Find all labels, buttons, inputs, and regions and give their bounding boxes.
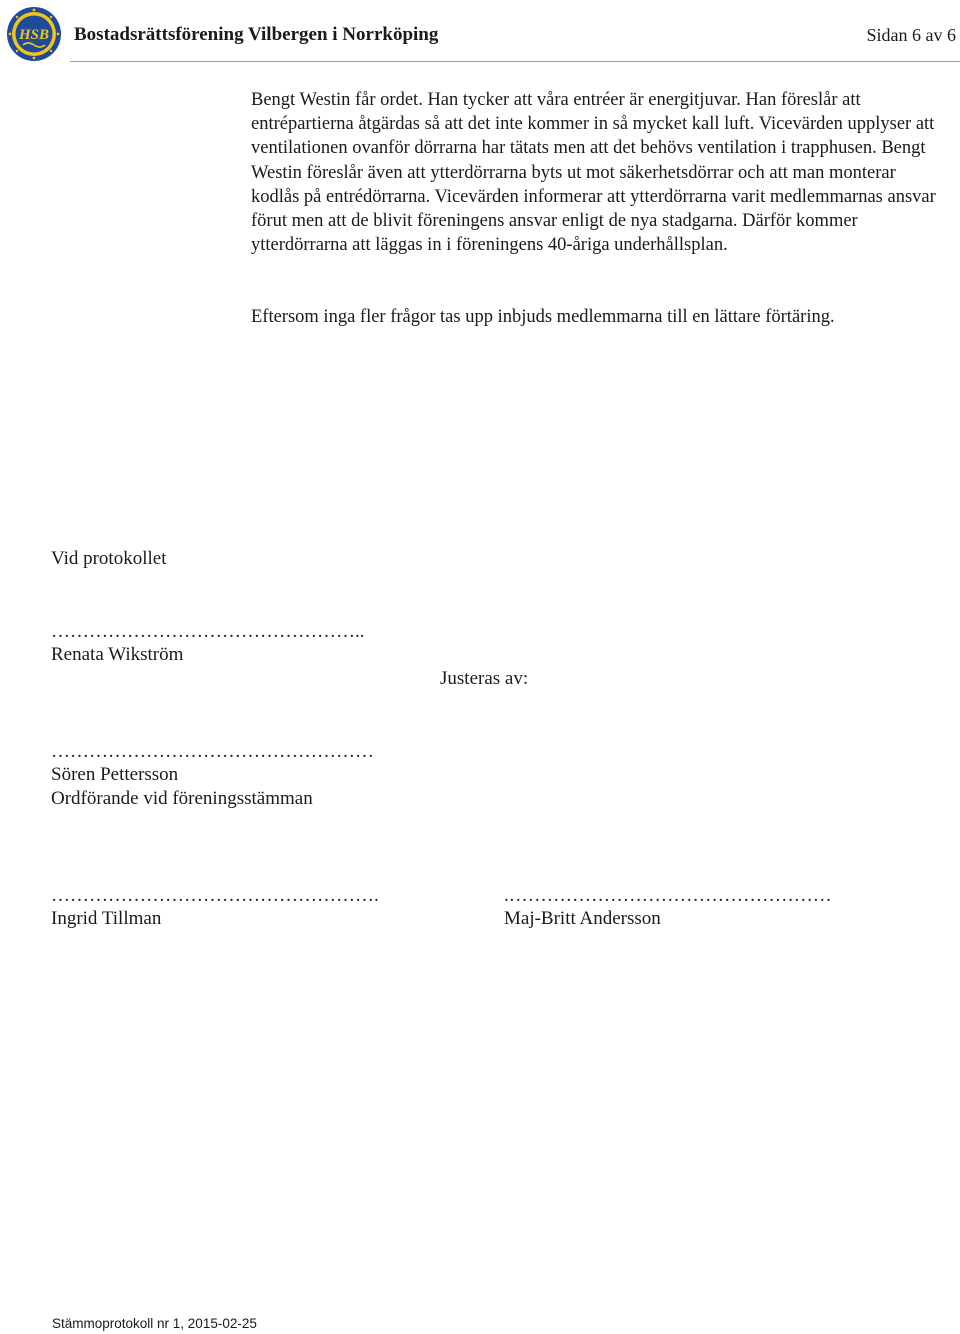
adjuster-signature-line: …………………………………………….	[51, 885, 379, 906]
secretary-signature-line: …………………………………………..	[51, 621, 365, 642]
adjuster-name: Maj-Britt Andersson	[504, 908, 661, 929]
adjuster-name: Ingrid Tillman	[51, 908, 162, 929]
logo-lettering: HSB	[18, 27, 50, 43]
adjuster-signature-line: .……………………………………………	[504, 885, 832, 906]
chair-name: Sören Pettersson	[51, 764, 179, 785]
header-divider	[70, 61, 960, 62]
chair-signature-line: ……………………………………………	[51, 741, 374, 762]
closing-paragraph: Eftersom inga fler frågor tas upp inbjuds medlemmarna till en lättare förtäring.	[251, 307, 835, 327]
document-footer: Stämmoprotokoll nr 1, 2015-02-25	[52, 1316, 257, 1331]
meeting-paragraph: Bengt Westin får ordet. Han tycker att våra entréer är energitjuvar. Han föreslår att entrépartierna åtgärdas så att det inte kommer in så mycket kall luft. Vicevärden upplyser att ventilationen ovanför dörrarna har tätats men att det behövs ventilation i trapphusen. Bengt Westin föreslår även att ytterdörrarna byts ut mot säkerhetsdörrar och att man monterar kodlås på entrédörrarna. Vicevärden informerar att ytterdörrarna varit medlemmarnas ansvar förut men att de blivit föreningens ansvar enligt de nya stadgarna. Därför kommer ytterdörrarna att läggas in i föreningens 40-åriga underhållsplan.	[251, 90, 936, 256]
chair-role: Ordförande vid föreningsstämman	[51, 788, 313, 809]
minutes-heading: Vid protokollet	[51, 548, 167, 569]
hsb-logo	[6, 6, 62, 62]
secretary-name: Renata Wikström	[51, 644, 184, 665]
page-number: Sidan 6 av 6	[866, 25, 956, 45]
organization-title: Bostadsrättsförening Vilbergen i Norrköping	[74, 24, 439, 45]
adjusted-by-label: Justeras av:	[440, 668, 529, 689]
